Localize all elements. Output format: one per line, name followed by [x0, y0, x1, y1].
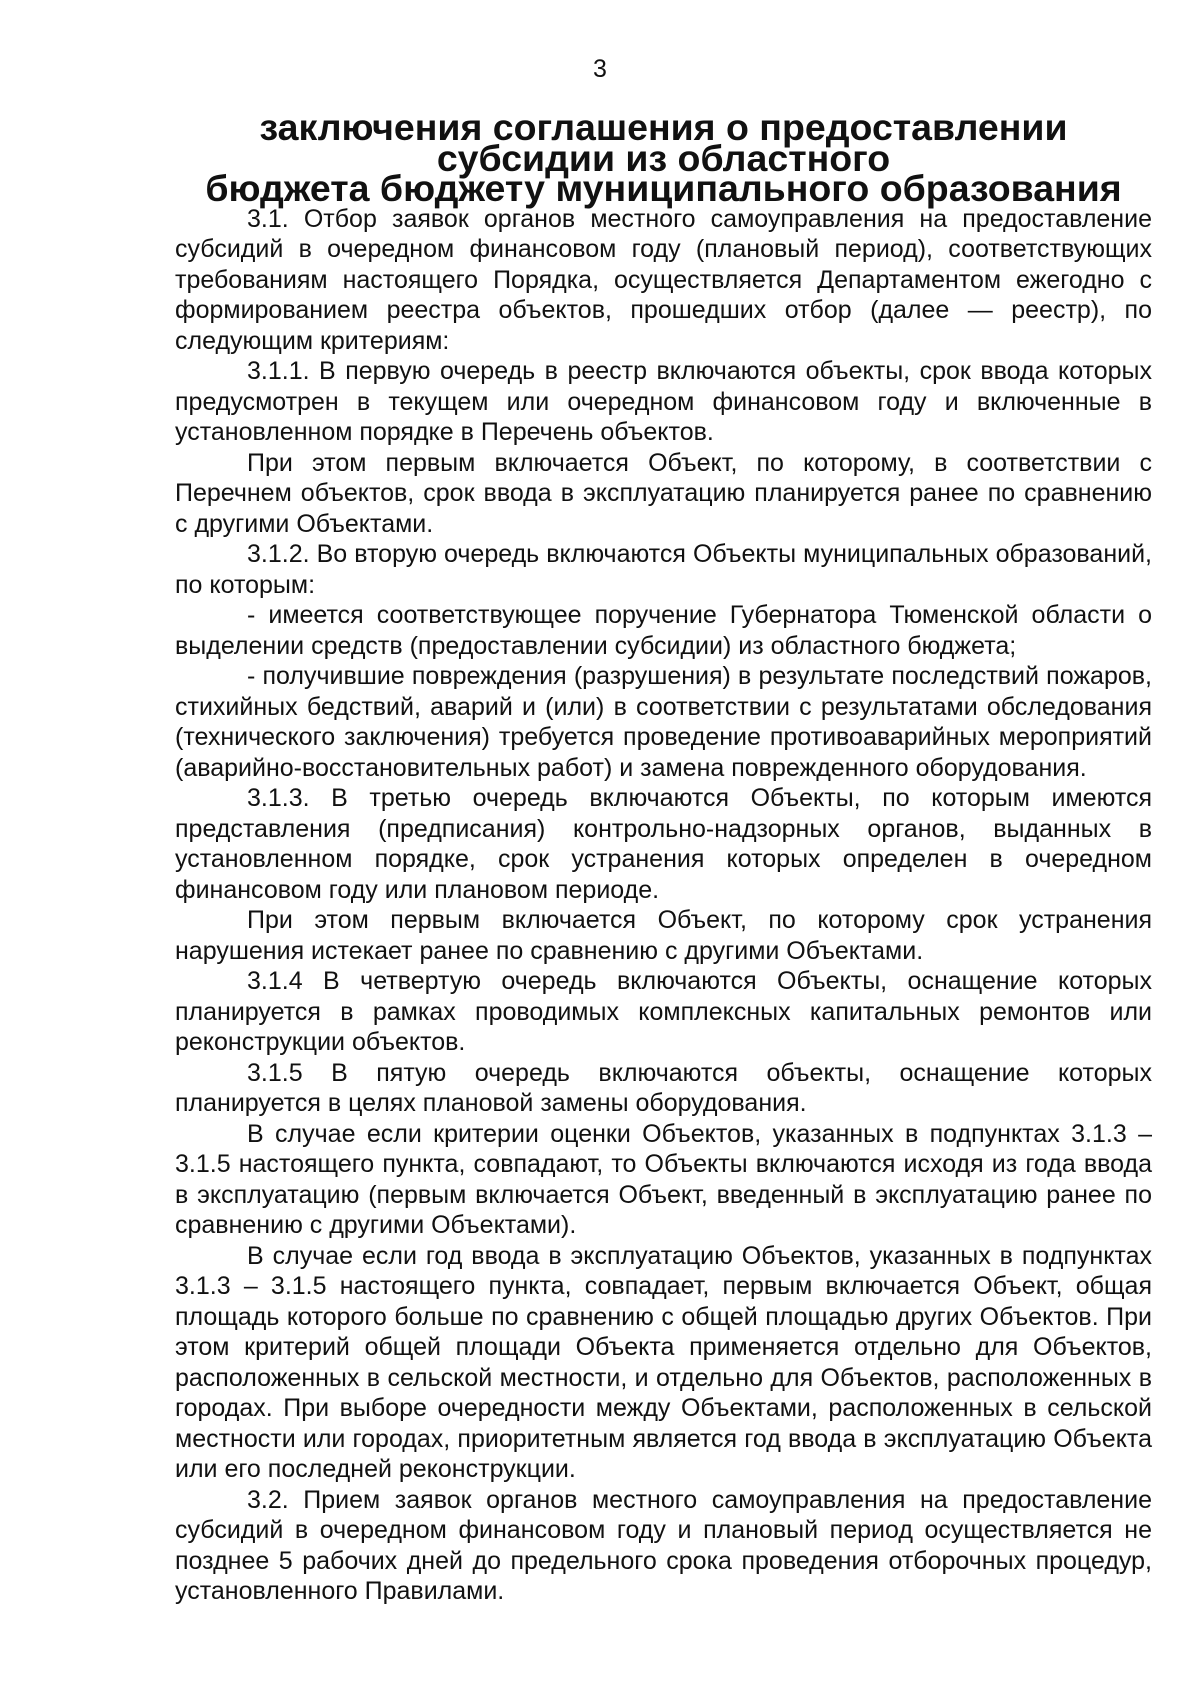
paragraph-3-1-3-note: При этом первым включается Объект, по которому срок устранения нарушения истекает ранее по сравнению с другими Объектами.: [175, 906, 1152, 965]
page-number: 3: [593, 55, 607, 83]
paragraph-criteria-tie: В случае если критерии оценки Объектов, указанных в подпунктах 3.1.3 – 3.1.5 настоящего пункта, совпадают, то Объекты включаются исходя из года ввода в эксплуатацию (первым включается Объект, введенный в эксплуатацию ранее по сравнению с другими Объектами).: [175, 1119, 1152, 1239]
paragraph-3-1-2-item-2: - получившие повреждения (разрушения) в результате последствий пожаров, стихийных бедствий, аварий и (или) в соответствии с результатами обследования (технического заключения) требуется проведение противоаварийных мероприятий (аварийно-восстановительных работ) и замена поврежденного оборудования.: [175, 662, 1152, 782]
paragraph-3-1-2: 3.1.2. Во вторую очередь включаются Объекты муниципальных образований, по которым:: [175, 540, 1152, 599]
section-heading-line-1: заключения соглашения о предоставлении субсидии из областного: [259, 106, 1068, 179]
paragraph-year-tie: В случае если год ввода в эксплуатацию Объектов, указанных в подпунктах 3.1.3 – 3.1.5 настоящего пункта, совпадает, первым включается Объект, общая площадь которого больше по сравнению с общей площадью других Объектов. При этом критерий общей площади Объекта применяется отдельно для Объектов, расположенных в сельской местности, и отдельно для Объектов, расположенных в городах. При выборе очередности между Объектами, расположенных в сельской местности или городах, приоритетным является год ввода в эксплуатацию Объекта или его последней реконструкции.: [175, 1241, 1152, 1483]
document-body: [175, 106, 1152, 1607]
section-heading-line-2: бюджета бюджету муниципального образования: [205, 167, 1122, 209]
paragraph-3-1-1: 3.1.1. В первую очередь в реестр включаются объекты, срок ввода которых предусмотрен в текущем или очередном финансовом году и включенные в установленном порядке в Перечень объектов.: [175, 357, 1152, 446]
paragraph-3-1-4: 3.1.4 В четвертую очередь включаются Объекты, оснащение которых планируется в рамках проводимых комплексных капитальных ремонтов или реконструкции объектов.: [175, 967, 1152, 1056]
paragraph-3-2: 3.2. Прием заявок органов местного самоуправления на предоставление субсидий в очередном финансовом году и плановый период осуществляется не позднее 5 рабочих дней до предельного срока проведения отборочных процедур, установленного Правилами.: [175, 1485, 1152, 1605]
paragraph-3-1: 3.1. Отбор заявок органов местного самоуправления на предоставление субсидий в очередном финансовом году (плановый период), соответствующих требованиям настоящего Порядка, осуществляется Департаментом ежегодно с формированием реестра объектов, прошедших отбор (далее — реестр), по следующим критериям:: [175, 204, 1152, 355]
section-heading: [175, 106, 1152, 209]
paragraph-3-1-5: 3.1.5 В пятую очередь включаются объекты, оснащение которых планируется в целях плановой замены оборудования.: [175, 1058, 1152, 1117]
paragraph-3-1-2-item-1: - имеется соответствующее поручение Губернатора Тюменской области о выделении средств (предоставлении субсидии) из областного бюджета;: [175, 601, 1152, 660]
paragraph-3-1-1-note: При этом первым включается Объект, по которому, в соответствии с Перечнем объектов, срок ввода в эксплуатацию планируется ранее по сравнению с другими Объектами.: [175, 448, 1152, 538]
paragraph-3-1-3: 3.1.3. В третью очередь включаются Объекты, по которым имеются представления (предписания) контрольно-надзорных органов, выданных в установленном порядке, срок устранения которых определен в очередном финансовом году или плановом периоде.: [175, 784, 1152, 904]
